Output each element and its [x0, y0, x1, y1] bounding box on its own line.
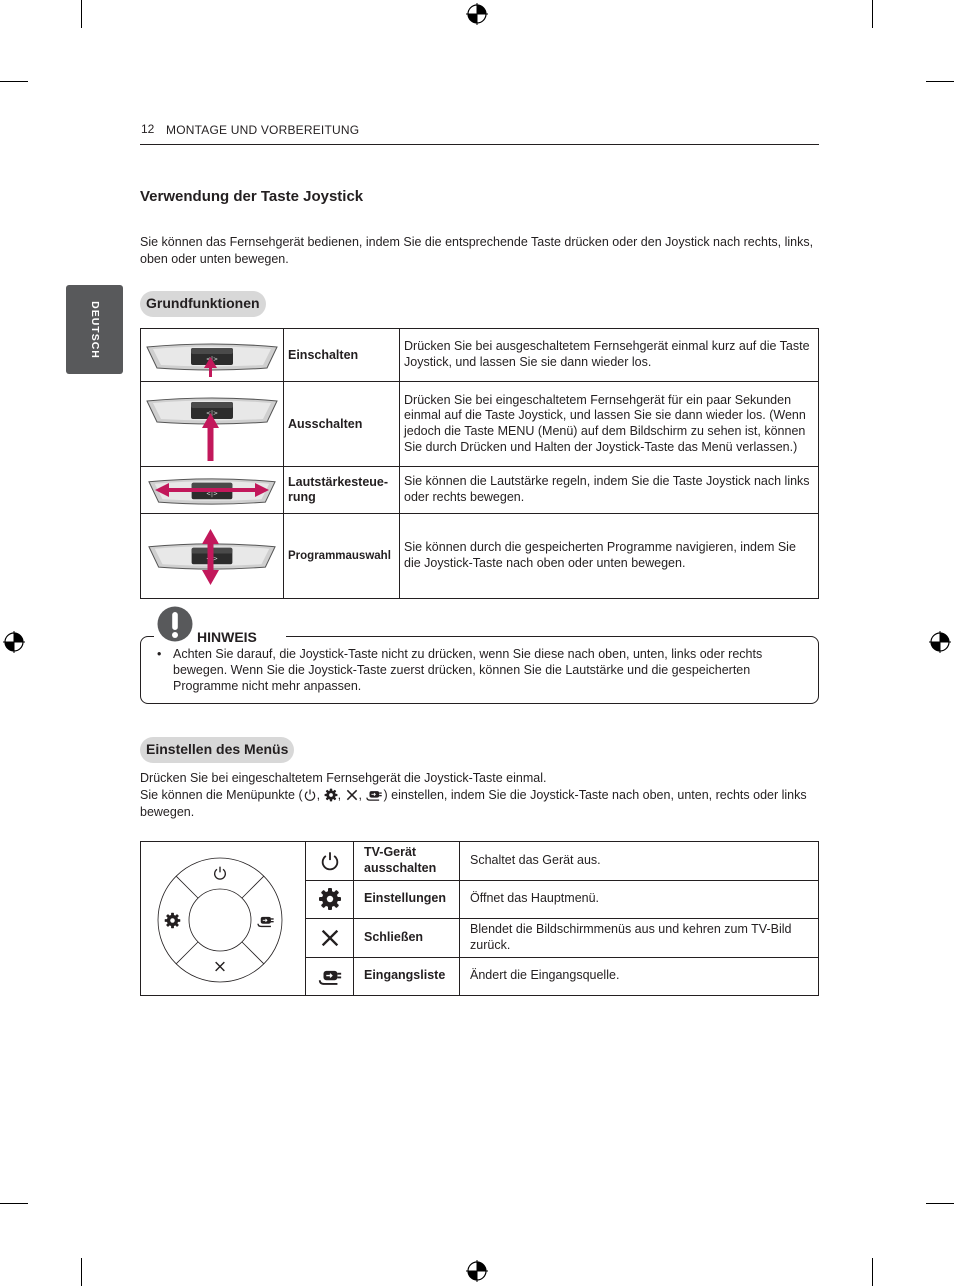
crop-mark	[0, 81, 28, 82]
joystick-illustration	[141, 382, 284, 467]
input-icon	[317, 967, 343, 986]
joystick-illustration	[141, 514, 284, 599]
crop-mark	[81, 0, 82, 28]
function-label: Ausschalten	[284, 382, 400, 467]
page-title: Verwendung der Taste Joystick	[140, 188, 364, 205]
table-row	[141, 467, 819, 514]
menu-settings-heading-label: Einstellen des Menüs	[146, 741, 289, 757]
crop-mark	[872, 0, 873, 28]
menu-intro-text-before: Sie können die Menüpunkte (	[140, 787, 303, 802]
joystick-hold-illustration	[141, 383, 283, 466]
menu-item-label: TV-Gerät ausschalten	[354, 842, 460, 881]
input-icon	[365, 788, 383, 802]
registration-mark-icon	[466, 1260, 488, 1282]
joystick-press-illustration	[141, 330, 283, 381]
registration-mark-icon	[3, 631, 25, 653]
joystick-illustration	[141, 329, 284, 382]
function-label: Programmauswahl	[284, 514, 400, 599]
crop-mark	[81, 1258, 82, 1286]
page-number: 12	[141, 122, 155, 136]
menu-intro-line1: Drücken Sie bei eingeschaltetem Fernsehgerät die Joystick-Taste einmal.	[140, 771, 547, 785]
table-row	[141, 329, 819, 382]
crop-mark	[926, 81, 954, 82]
power-icon	[303, 788, 317, 802]
menu-intro-line2: Sie können die Menüpunkte ( , , , ) einstellen, indem Sie die Joystick-Taste nach oben, unten, rechts oder links bewegen.	[140, 787, 807, 819]
function-label: Einschalten	[284, 329, 400, 382]
menu-row-icon	[306, 919, 354, 958]
crop-mark	[0, 1203, 28, 1204]
bullet-icon: •	[157, 647, 162, 661]
page-header	[140, 122, 819, 145]
function-description: Sie können die Lautstärke regeln, indem Sie die Taste Joystick nach links oder rechts bewegen.	[400, 467, 819, 514]
menu-row-icon	[306, 842, 354, 881]
table-row	[141, 842, 819, 881]
menu-settings-heading	[140, 737, 294, 763]
function-description: Sie können durch die gespeicherten Programme navigieren, indem Sie die Joystick-Taste nach oben oder unten bewegen.	[400, 514, 819, 599]
close-icon	[345, 788, 359, 802]
menu-intro-text-after: ) einstellen, indem Sie die Joystick-Taste nach oben, unten, rechts oder links bewegen.	[140, 787, 807, 819]
joystick-left-right-illustration	[141, 468, 283, 513]
joystick-menu-wheel	[141, 842, 306, 996]
menu-item-description: Öffnet das Hauptmenü.	[460, 880, 819, 919]
menu-item-description: Ändert die Eingangsquelle.	[460, 957, 819, 996]
section-title: MONTAGE UND VORBEREITUNG	[166, 123, 360, 137]
power-icon	[319, 850, 341, 872]
basic-functions-table	[140, 328, 819, 599]
table-row	[141, 382, 819, 467]
joystick-illustration	[141, 467, 284, 514]
menu-item-label: Einstellungen	[354, 880, 460, 919]
basic-functions-heading-label: Grundfunktionen	[146, 295, 260, 311]
note-title: HINWEIS	[197, 629, 257, 645]
joystick-up-down-illustration	[141, 515, 283, 598]
menu-intro	[140, 770, 822, 820]
gear-icon	[324, 788, 338, 802]
function-label: Lautstärkesteue-rung	[284, 467, 400, 514]
table-row	[141, 514, 819, 599]
menu-item-description: Schaltet das Gerät aus.	[460, 842, 819, 881]
function-description: Drücken Sie bei eingeschaltetem Fernsehgerät für ein paar Sekunden einmal auf die Taste Joystick, und lassen Sie sie dann wieder los. (Wenn jedoch die Taste MENU (Menü) auf dem Bildschirm zu sehen ist, können Sie durch Drücken und Halten der Joystick-Taste das Menü verlassen.)	[400, 382, 819, 467]
language-tab	[66, 285, 123, 374]
intro-paragraph: Sie können das Fernsehgerät bedienen, indem Sie die entsprechende Taste drücken oder den Joystick nach rechts, links, oben oder unten bewegen.	[140, 235, 814, 266]
note-body: Achten Sie darauf, die Joystick-Taste nicht zu drücken, wenn Sie diese nach oben, unten, links oder rechts bewegen. Wenn Sie die Joystick-Taste zuerst drücken, können Sie die Lautstärke und die gespeicherten Programme nicht mehr anpassen.	[173, 647, 763, 693]
close-icon	[319, 927, 341, 949]
menu-row-icon	[306, 880, 354, 919]
gear-icon	[318, 887, 342, 911]
menu-item-label: Schließen	[354, 919, 460, 958]
menu-item-description: Blendet die Bildschirmmenüs aus und kehren zum TV-Bild zurück.	[460, 919, 819, 958]
language-tab-label: DEUTSCH	[88, 300, 101, 359]
menu-row-icon	[306, 957, 354, 996]
menu-wheel-illustration	[141, 843, 305, 995]
basic-functions-heading	[140, 291, 266, 317]
registration-mark-icon	[929, 631, 951, 653]
menu-item-label: Eingangsliste	[354, 957, 460, 996]
crop-mark	[926, 1203, 954, 1204]
function-description: Drücken Sie bei ausgeschaltetem Fernsehgerät einmal kurz auf die Taste Joystick, und lassen Sie sie dann wieder los.	[400, 329, 819, 382]
note-text	[157, 646, 813, 694]
crop-mark	[872, 1258, 873, 1286]
menu-table	[140, 841, 819, 996]
warning-icon	[156, 606, 194, 642]
registration-mark-icon	[466, 3, 488, 25]
